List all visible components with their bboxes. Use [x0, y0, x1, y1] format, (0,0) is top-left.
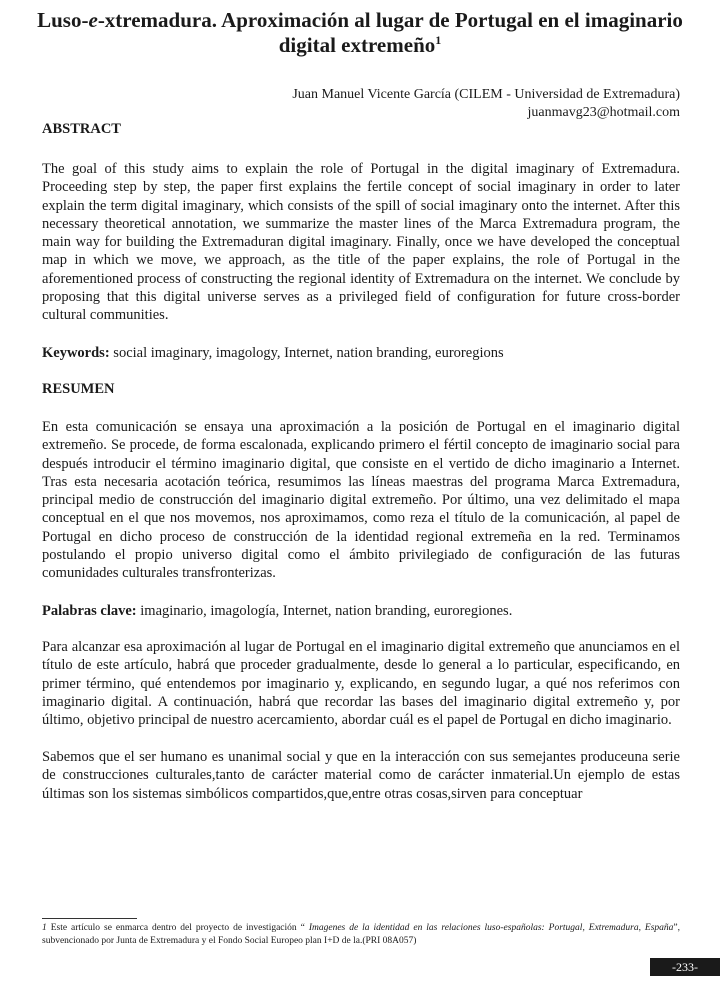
title-part-1: Luso- — [37, 8, 89, 32]
footnote-mark: 1 — [42, 923, 47, 933]
author-email: juanmavg23@hotmail.com — [527, 105, 680, 120]
keywords-label: Keywords: — [42, 345, 110, 361]
palabras-clave-values: imaginario, imagología, Internet, nation branding, euroregiones. — [136, 603, 513, 619]
resumen-keywords — [42, 602, 680, 620]
keywords-values: social imaginary, imagology, Internet, nation branding, euroregions — [109, 345, 504, 361]
paper-title — [30, 8, 690, 58]
body-paragraph-1: Para alcanzar esa aproximación al lugar de Portugal en el imaginario digital extremeño que anunciamos en el título de este artículo, habrá que proceder gradualmente, desde lo general a lo particular, especificando, en primer término, qué entendemos por imaginario y, explicando, en segundo lugar, a qué nos referimos con imaginario digital. A continuación, habrá que recordar las bases del imaginario digital extremeño y, por último, objetivo principal de nuestro acercamiento, abordar cuál es el papel de Portugal en dicho imaginario. — [42, 639, 680, 729]
author-block — [292, 86, 680, 122]
resumen-heading: RESUMEN — [42, 381, 115, 397]
footnote-project-title: Imagenes de la identidad en las relaciones luso-españolas: Portugal, Extremadura, España — [304, 923, 674, 933]
author-name: Juan Manuel Vicente García (CILEM - Universidad de Extremadura) — [292, 87, 680, 102]
title-part-3: -xtremadura. Aproximación al lugar de Portugal en el imaginario digital extremeño — [97, 8, 683, 57]
footnote — [42, 922, 680, 948]
footnote-text-a: Este artículo se enmarca dentro del proyecto de investigación “ — [46, 923, 305, 933]
abstract-keywords — [42, 344, 680, 362]
footnote-divider — [42, 918, 137, 919]
page-number: -233- — [650, 958, 720, 976]
body-paragraph-2: Sabemos que el ser humano es unanimal social y que en la interacción con sus semejantes produceuna serie de construcciones culturales,tanto de carácter material como de carácter inmaterial.Un ejemplo de estas últimas son los sistemas simbólicos compartidos,que,entre otras cosas,sirven para conceptuar — [42, 749, 680, 802]
palabras-clave-label: Palabras clave: — [42, 603, 137, 619]
resumen-text: En esta comunicación se ensaya una aproximación a la posición de Portugal en el imaginario digital extremeño. Se procede, de forma escalonada, explicando primero el fértil concepto de imaginario social para después introducir el término imaginario digital, que consiste en el vertido de dicho imaginario a Internet. Tras esta necesaria acotación teórica, resumimos las líneas maestras del programa Marca Extremadura, principal medio de construcción del imaginario digital extremeño. Por último, una vez delimitado el mapa conceptual en el que nos movemos, nos aproximamos, como reza el título de la comunicación, al papel de Portugal en dicho proceso de construcción de la identidad regional extremeña en la red. Terminamos postulando el propio universo digital como el ámbito privilegiado de configuración de las futuras comunidades culturales transfronterizas. — [42, 419, 680, 582]
title-part-2: e — [88, 8, 98, 32]
title-footnote-mark: 1 — [435, 33, 442, 47]
footnote-text-b: ”, subvencionado por Junta de Extremadura y el Fondo Social Europeo plan I+D de la.(PRI 08A057) — [42, 923, 681, 946]
abstract-heading: ABSTRACT — [42, 121, 121, 137]
abstract-text: The goal of this study aims to explain the role of Portugal in the digital imaginary of Extremadura. Proceeding step by step, the paper first explains the fertile concept of social imaginary in order to later explain the term digital imaginary, which consists of the spill of social imaginary onto the internet. After this necessary theoretical annotation, we summarize the master lines of the Marca Extremadura program, the main way for building the Extremaduran digital imaginary. Finally, once we have developed the conceptual map in which we move, we approach, as the title of the paper explains, the role of Portugal in the aforementioned process of constructing the regional identity of Extremadura on the internet. We conclude by proposing that this digital universe serves as a privileged field of configuration for future cross-border cultural communities. — [42, 161, 680, 324]
